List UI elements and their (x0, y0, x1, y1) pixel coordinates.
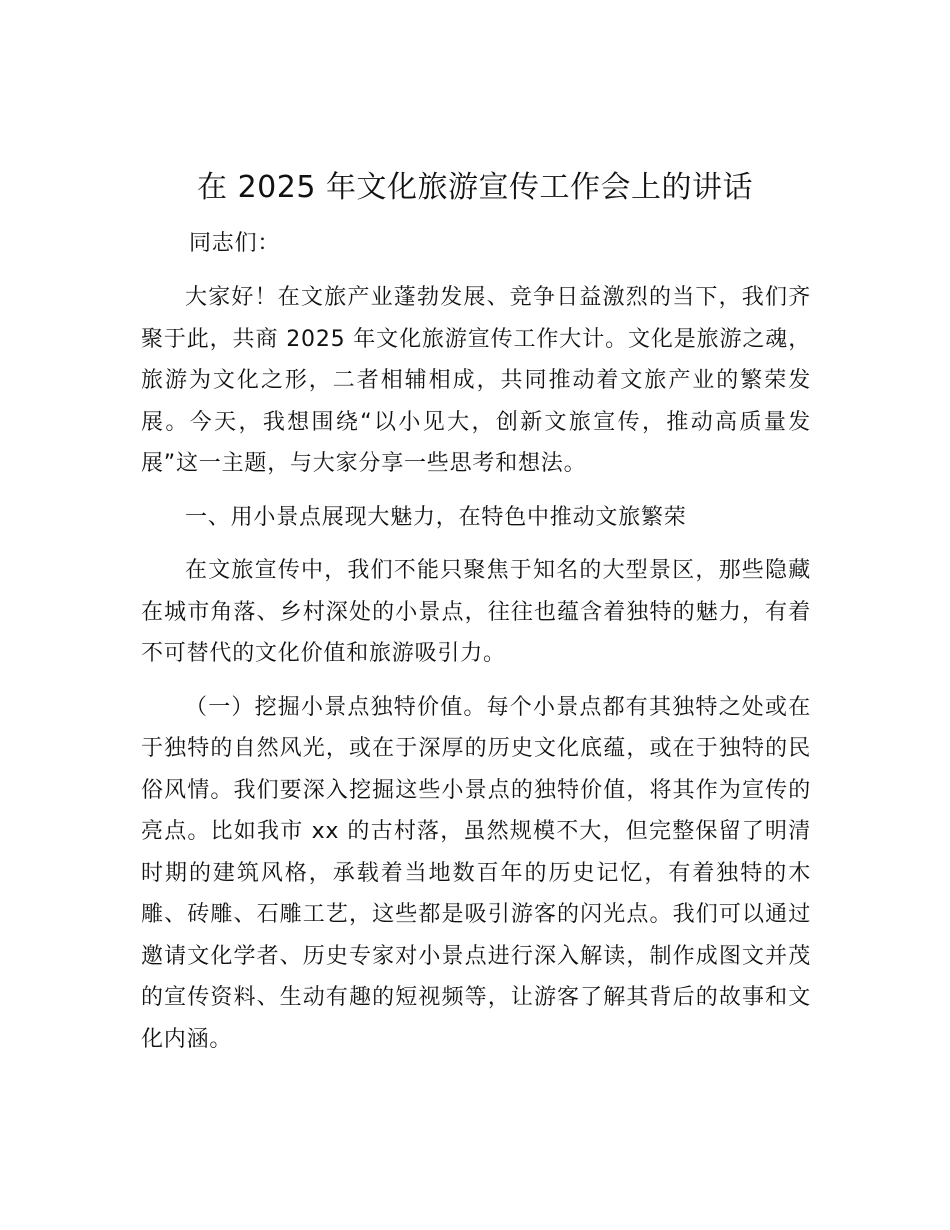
paragraph-section-1-intro: 在文旅宣传中，我们不能只聚焦于知名的大型景区，那些隐藏在城市角落、乡村深处的小景点，往往也蕴含着独特的魅力，有着不可替代的文化价值和旅游吸引力。 (141, 558, 811, 666)
document-title: 在 2025 年文化旅游宣传工作会上的讲话 (197, 170, 753, 205)
section-heading-1: 一、用小景点展现大魅力，在特色中推动文旅繁荣 (185, 504, 687, 530)
paragraph-opening: 大家好！在文旅产业蓬勃发展、竞争日益激烈的当下，我们齐聚于此，共商 2025 年文化旅游宣传工作大计。文化是旅游之魂，旅游为文化之形，二者相辅相成，共同推动着文旅产业的繁荣发展。今天，我想围绕“以小见大，创新文旅宣传，推动高质量发展”这一主题，与大家分享一些思考和想法。 (141, 285, 811, 476)
document-body (141, 277, 811, 1072)
paragraph-subsection-1: （一）挖掘小景点独特价值。每个小景点都有其独特之处或在于独特的自然风光，或在于深厚的历史文化底蕴，或在于独特的民俗风情。我们要深入挖掘这些小景点的独特价值，将其作为宣传的亮点。比如我市 xx 的古村落，虽然规模不大，但完整保留了明清时期的建筑风格，承载着当地数百年的历史记忆，有着独特的木雕、砖雕、石雕工艺，这些都是吸引游客的闪光点。我们可以通过邀请文化学者、历史专家对小景点进行深入解读，制作成图文并茂的宣传资料、生动有趣的短视频等，让游客了解其背后的故事和文化内涵。 (141, 694, 811, 1052)
salutation: 同志们： (189, 231, 281, 256)
